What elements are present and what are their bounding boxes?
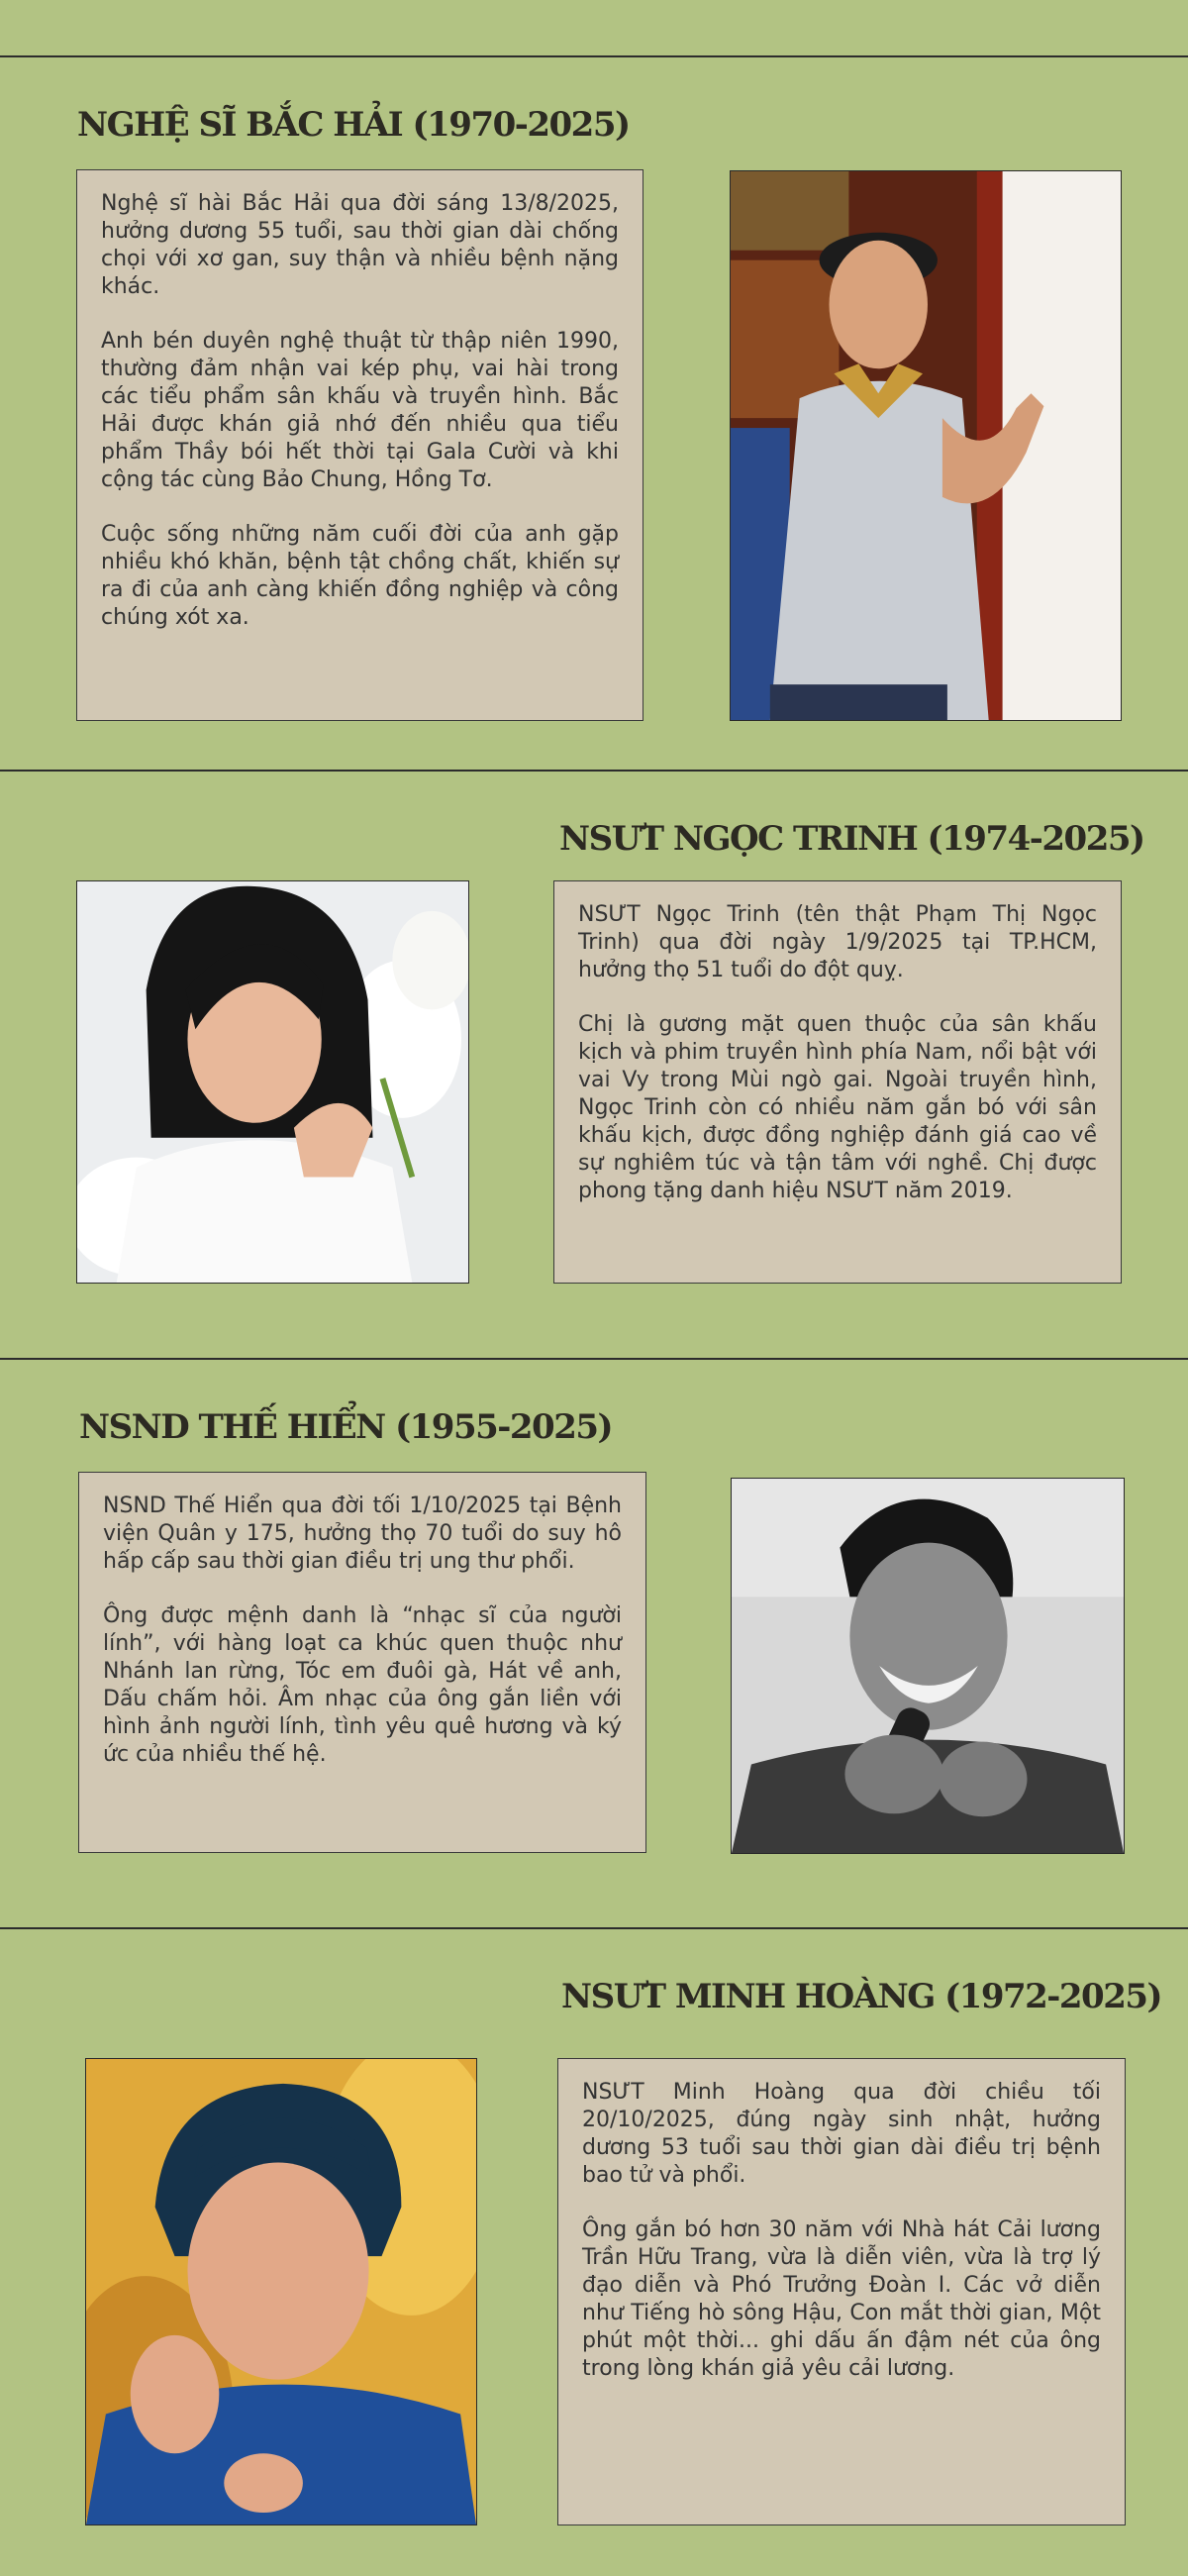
section-divider [0,55,1188,57]
portrait-photo [76,880,469,1284]
profile-paragraph: Nghệ sĩ hài Bắc Hải qua đời sáng 13/8/2025, hưởng dương 55 tuổi, sau thời gian dài chống chọi với xơ gan, suy thận và nhiều bệnh nặng khác. [101,191,619,299]
profile-title: NSND THẾ HIỂN (1955-2025) [79,1407,613,1447]
profile-paragraph: Ông được mệnh danh là “nhạc sĩ của người lính”, với hàng loạt ca khúc quen thuộc như Nhánh lan rừng, Tóc em đuôi gà, Hát về anh, Dấu chấm hỏi. Âm nhạc của ông gắn liền với hình ảnh người lính, tình yêu quê hương và ký ức của nhiều thế hệ. [103,1603,622,1767]
profile-paragraph: Chị là gương mặt quen thuộc của sân khấu kịch và phim truyền hình phía Nam, nổi bật với vai Vy trong Mùi ngò gai. Ngoài truyền hình, Ngọc Trinh còn có nhiều năm gắn bó với sân khấu kịch, được đồng nghiệp đánh giá cao về sự nghiêm túc và tận tâm với nghề. Chị được phong tặng danh hiệu NSƯT năm 2019. [578,1012,1097,1203]
section-divider [0,1358,1188,1360]
profile-text-box [78,1472,646,1853]
portrait-photo [731,1478,1125,1854]
profile-paragraph: NSƯT Ngọc Trinh (tên thật Phạm Thị Ngọc Trinh) qua đời ngày 1/9/2025 tại TP.HCM, hưởng thọ 51 tuổi do đột quỵ. [578,902,1097,982]
profile-paragraph: NSND Thế Hiển qua đời tối 1/10/2025 tại Bệnh viện Quân y 175, hưởng thọ 70 tuổi do suy hô hấp cấp sau thời gian điều trị ung thư phổi. [103,1494,622,1574]
profile-paragraph: Cuộc sống những năm cuối đời của anh gặp nhiều khó khăn, bệnh tật chồng chất, khiến sự ra đi của anh càng khiến đồng nghiệp và công chúng xót xa. [101,522,619,630]
profile-title: NSƯT MINH HOÀNG (1972-2025) [561,1977,1162,2016]
profile-text-box [76,169,644,721]
profile-text-box [553,880,1122,1284]
profile-paragraph: Ông gắn bó hơn 30 năm với Nhà hát Cải lương Trần Hữu Trang, vừa là diễn viên, vừa là trợ lý đạo diễn và Phó Trưởng Đoàn I. Các vở diễn như Tiếng hò sông Hậu, Con mắt thời gian, Một phút một thời... ghi dấu ấn đậm nét của ông trong lòng khán giả yêu cải lương. [582,2217,1101,2381]
profile-paragraph: Anh bén duyên nghệ thuật từ thập niên 1990, thường đảm nhận vai kép phụ, vai hài trong các tiểu phẩm sân khấu và truyền hình. Bắc Hải được khán giả nhớ đến nhiều qua tiểu phẩm Thầy bói hết thời tại Gala Cười và khi cộng tác cùng Bảo Chung, Hồng Tơ. [101,329,619,492]
profile-title: NGHỆ SĨ BẮC HẢI (1970-2025) [77,105,630,145]
section-divider [0,770,1188,772]
profile-paragraph: NSƯT Minh Hoàng qua đời chiều tối 20/10/2025, đúng ngày sinh nhật, hưởng dương 53 tuổi sau thời gian dài điều trị bệnh bao tử và phổi. [582,2080,1101,2188]
portrait-photo [730,170,1122,721]
profile-text-box [557,2058,1126,2525]
section-divider [0,1927,1188,1929]
portrait-photo [85,2058,477,2525]
profile-title: NSƯT NGỌC TRINH (1974-2025) [559,819,1144,859]
